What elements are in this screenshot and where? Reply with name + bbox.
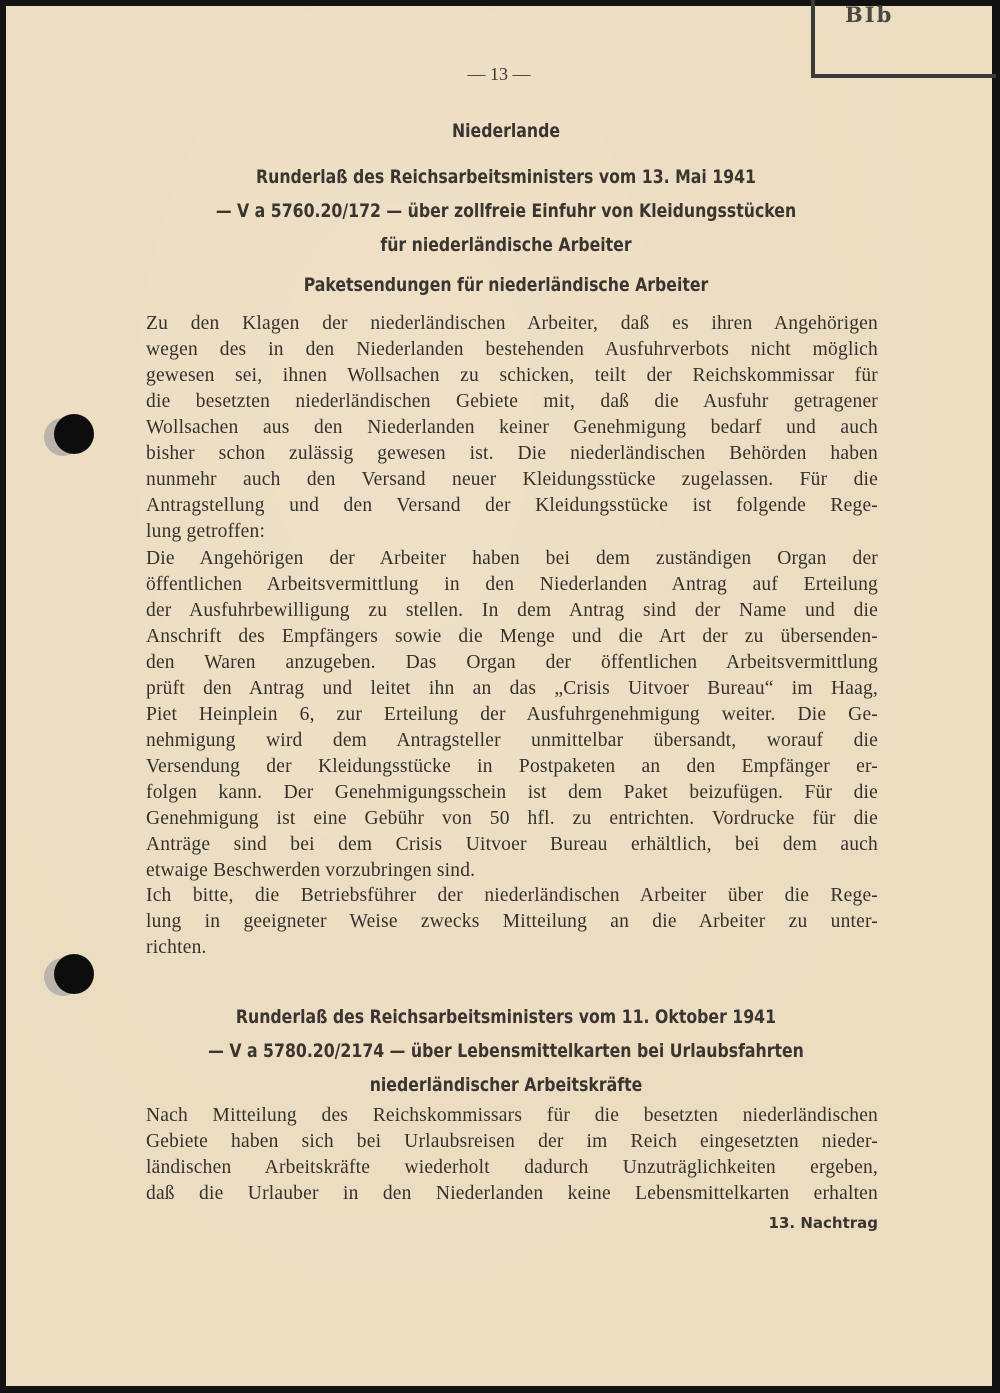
text-line: Nach Mitteilung des Reichskommissars für die besetzten niederländischen <box>146 1105 878 1126</box>
decree1-title-line: — V a 5760.20/172 — über zollfreie Einfuhr von Kleidungsstücken <box>215 200 797 222</box>
text-line: Die Angehörigen der Arbeiter haben bei dem zuständigen Organ der <box>146 548 878 569</box>
text-line: lung in geeigneter Weise zwecks Mitteilung an die Arbeiter zu unter- <box>146 911 878 932</box>
decree2-title-line: niederländischer Arbeitskräfte <box>369 1074 643 1096</box>
text-line: nunmehr auch den Versand neuer Kleidungsstücke zugelassen. Für die <box>146 469 878 490</box>
text-line: Piet Heinplein 6, zur Erteilung der Ausfuhrgenehmigung weiter. Die Ge- <box>146 704 878 725</box>
document-page <box>6 2 992 1386</box>
text-line: ländischen Arbeitskräfte wiederholt dadurch Unzuträglichkeiten ergeben, <box>146 1157 878 1178</box>
text-line: Wollsachen aus den Niederlanden keiner Genehmigung bedarf und auch <box>146 417 878 438</box>
text-line: den Waren anzugeben. Das Organ der öffentlichen Arbeitsvermittlung <box>146 652 878 673</box>
text-line: bisher schon zulässig gewesen ist. Die niederländischen Behörden haben <box>146 443 878 464</box>
punch-hole <box>54 954 94 994</box>
decree1-title-line: für niederländische Arbeiter <box>380 234 632 256</box>
country-heading: Niederlande <box>451 120 561 142</box>
paragraph <box>146 546 878 884</box>
decree2-title-line: — V a 5780.20/2174 — über Lebensmittelkarten bei Urlaubsfahrten <box>208 1040 804 1062</box>
text-line: lung getroffen: <box>146 521 266 542</box>
paragraph <box>146 883 878 961</box>
text-line: prüft den Antrag und leitet ihn an das „Crisis Uitvoer Bureau“ im Haag, <box>146 678 878 699</box>
text-line: folgen kann. Der Genehmigungsschein ist dem Paket beizufügen. Für die <box>146 782 878 803</box>
decree2-title-line: Runderlaß des Reichsarbeitsministers vom 11. Oktober 1941 <box>235 1006 777 1028</box>
text-line: Gebiete haben sich bei Urlaubsreisen der im Reich eingesetzten nieder- <box>146 1131 878 1152</box>
text-line: richten. <box>146 937 207 958</box>
text-line: die besetzten niederländischen Gebiete mit, daß die Ausfuhr getragener <box>146 391 878 412</box>
text-line: der Ausfuhrbewilligung zu stellen. In dem Antrag sind der Name und die <box>146 600 878 621</box>
text-line: Anträge sind bei dem Crisis Uitvoer Bureau erhältlich, bei dem auch <box>146 834 878 855</box>
page-number: — 13 — <box>467 64 531 84</box>
text-line: öffentlichen Arbeitsvermittlung in den Niederlanden Antrag auf Erteilung <box>146 574 878 595</box>
subsection-heading: Paketsendungen für niederländische Arbeiter <box>303 274 709 296</box>
text-line: Genehmigung ist eine Gebühr von 50 hfl. zu entrichten. Vordrucke für die <box>146 808 878 829</box>
text-line: daß die Urlauber in den Niederlanden keine Lebensmittelkarten erhalten <box>146 1183 878 1204</box>
punch-hole <box>54 414 94 454</box>
paragraph <box>146 1103 878 1207</box>
text-line: Antragstellung und den Versand der Kleidungsstücke ist folgende Rege- <box>146 495 878 516</box>
text-line: Ich bitte, die Betriebsführer der niederländischen Arbeiter über die Rege- <box>146 885 878 906</box>
text-line: wegen des in den Niederlanden bestehenden Ausfuhrverbots nicht möglich <box>146 339 878 360</box>
decree1-title-line: Runderlaß des Reichsarbeitsministers vom 13. Mai 1941 <box>256 166 756 188</box>
text-line: Anschrift des Empfängers sowie die Menge und die Art der zu übersenden- <box>146 626 878 647</box>
paragraph <box>146 311 878 545</box>
decree2-title <box>46 1000 966 1102</box>
decree1-title <box>46 160 966 262</box>
text-line: nehmigung wird dem Antragsteller unmittelbar übersandt, worauf die <box>146 730 878 751</box>
section-tag: BIb <box>845 2 894 27</box>
supplement-label: 13. Nachtrag <box>768 1214 878 1232</box>
text-line: gewesen sei, ihnen Wollsachen zu schicken, teilt der Reichskommissar für <box>146 365 878 386</box>
text-line: etwaige Beschwerden vorzubringen sind. <box>146 860 476 881</box>
text-line: Zu den Klagen der niederländischen Arbeiter, daß es ihren Angehörigen <box>146 313 878 334</box>
text-line: Versendung der Kleidungsstücke in Postpaketen an den Empfänger er- <box>146 756 878 777</box>
